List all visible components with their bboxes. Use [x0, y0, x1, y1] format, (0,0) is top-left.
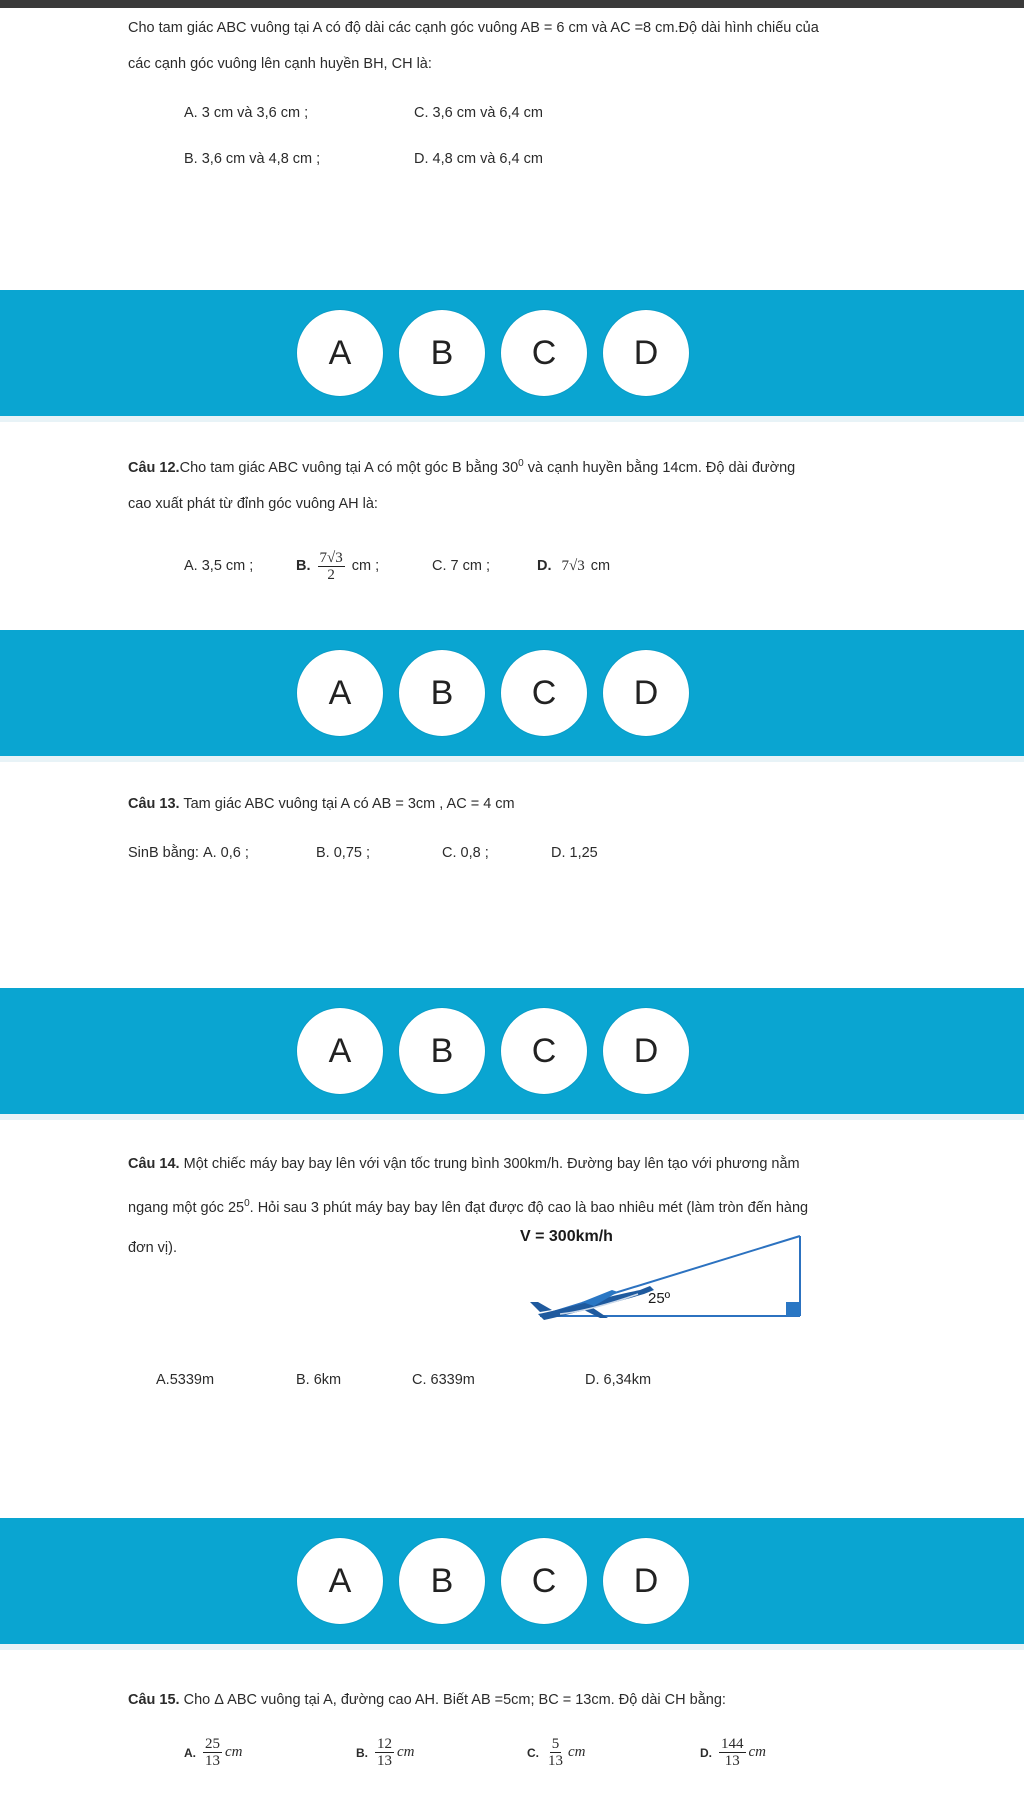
answer-d-button[interactable]: D	[603, 310, 689, 396]
q15-option-a: A. $\frac{25}{13}$ cm	[184, 1736, 243, 1769]
q11-option-b: B. 3,6 cm và 4,8 cm ;	[184, 151, 321, 167]
q15-option-c: C. $\frac{5}{13}$ cm	[527, 1736, 586, 1769]
answer-band-1	[0, 290, 1024, 422]
q13-option-d: D. 1,25	[551, 845, 598, 861]
right-angle-marker	[786, 1302, 800, 1316]
answer-c-button[interactable]: C	[501, 650, 587, 736]
q13-label: Câu 13.	[128, 796, 180, 812]
speed-label: V = 300km/h	[520, 1228, 613, 1245]
answer-band-4	[0, 1518, 1024, 1650]
q12-label: Câu 12.	[128, 459, 180, 476]
answer-a-button[interactable]: A	[297, 310, 383, 396]
q12-option-c: C. 7 cm ;	[432, 558, 491, 574]
q14-line2: ngang một góc $25^0$. Hỏi sau 3 phút máy bay bay lên đạt được độ cao là bao nhiêu mét (làm tròn đến hàng	[128, 1198, 809, 1216]
q13-text	[128, 786, 888, 822]
answer-b-button[interactable]: B	[399, 310, 485, 396]
answer-b-button[interactable]: B	[399, 650, 485, 736]
airplane-icon	[530, 1286, 654, 1320]
airplane-figure	[520, 1228, 810, 1324]
q13-option-c: C. 0,8 ;	[442, 845, 489, 861]
q15-line1: Câu 15. Cho Δ ABC vuông tại A, đường cao AH. Biết AB =5cm; BC = 13cm. Độ dài CH bằng:	[128, 1692, 726, 1708]
answer-a-button[interactable]: A	[297, 1008, 383, 1094]
q13-option-b: B. 0,75 ;	[316, 845, 371, 861]
q14-line3: đơn vị).	[128, 1239, 177, 1256]
q12-option-b: B. $\frac{7√3}{2}$ cm ;	[296, 549, 380, 583]
q14-option-d: D. 6,34km	[585, 1372, 652, 1388]
answer-c-button[interactable]: C	[501, 1538, 587, 1624]
q13-line1: Câu 13. Tam giác ABC vuông tại A có AB = 3cm , AC = 4 cm	[128, 796, 515, 812]
q11-line2: các cạnh góc vuông lên cạnh huyền BH, CH là:	[128, 56, 432, 72]
q11-line1: Cho tam giác ABC vuông tại A có độ dài các cạnh góc vuông AB = 6 cm và AC =8 cm.Độ dài hình chiếu của	[128, 20, 819, 36]
q11-option-a: A. 3 cm và 3,6 cm ;	[184, 105, 309, 121]
q15-label: Câu 15.	[128, 1692, 180, 1708]
answer-c-button[interactable]: C	[501, 310, 587, 396]
top-bar	[0, 0, 1024, 8]
q11-text	[128, 10, 888, 82]
q11-option-d: D. 4,8 cm và 6,4 cm	[414, 151, 543, 167]
angle-label: 25º	[648, 1290, 671, 1307]
answer-b-button[interactable]: B	[399, 1008, 485, 1094]
q14-option-a: A.5339m	[156, 1372, 215, 1388]
q12-line2: cao xuất phát từ đỉnh góc vuông AH là:	[128, 495, 378, 512]
answer-band-2	[0, 630, 1024, 762]
q14-label: Câu 14.	[128, 1156, 180, 1172]
answer-a-button[interactable]: A	[297, 650, 383, 736]
q11-option-c: C. 3,6 cm và 6,4 cm	[414, 105, 543, 121]
answer-c-button[interactable]: C	[501, 1008, 587, 1094]
answer-b-button[interactable]: B	[399, 1538, 485, 1624]
q12-line1: Câu 12.Cho tam giác ABC vuông tại A có một góc B bằng $30^0$ và cạnh huyền bằng 14cm. Độ dài đường	[128, 458, 796, 476]
q14-option-c: C. 6339m	[412, 1372, 475, 1388]
answer-a-button[interactable]: A	[297, 1538, 383, 1624]
q12-option-d: D. 7√3 cm	[537, 557, 611, 574]
q14-option-b: B. 6km	[296, 1372, 342, 1388]
answer-d-button[interactable]: D	[603, 1008, 689, 1094]
answer-d-button[interactable]: D	[603, 1538, 689, 1624]
q14-line1: Câu 14. Một chiếc máy bay bay lên với vận tốc trung bình 300km/h. Đường bay lên tạo với phương nằm	[128, 1156, 800, 1172]
q15-text	[128, 1682, 888, 1718]
q12-option-a: A. 3,5 cm ;	[184, 558, 254, 574]
answer-band-3	[0, 988, 1024, 1120]
q15-option-b: B. $\frac{12}{13}$ cm	[356, 1736, 415, 1769]
q13-option-a: SinB bằng: A. 0,6 ;	[128, 845, 249, 861]
q15-option-d: D. $\frac{144}{13}$ cm	[700, 1736, 766, 1769]
q12-text	[128, 446, 888, 522]
answer-d-button[interactable]: D	[603, 650, 689, 736]
